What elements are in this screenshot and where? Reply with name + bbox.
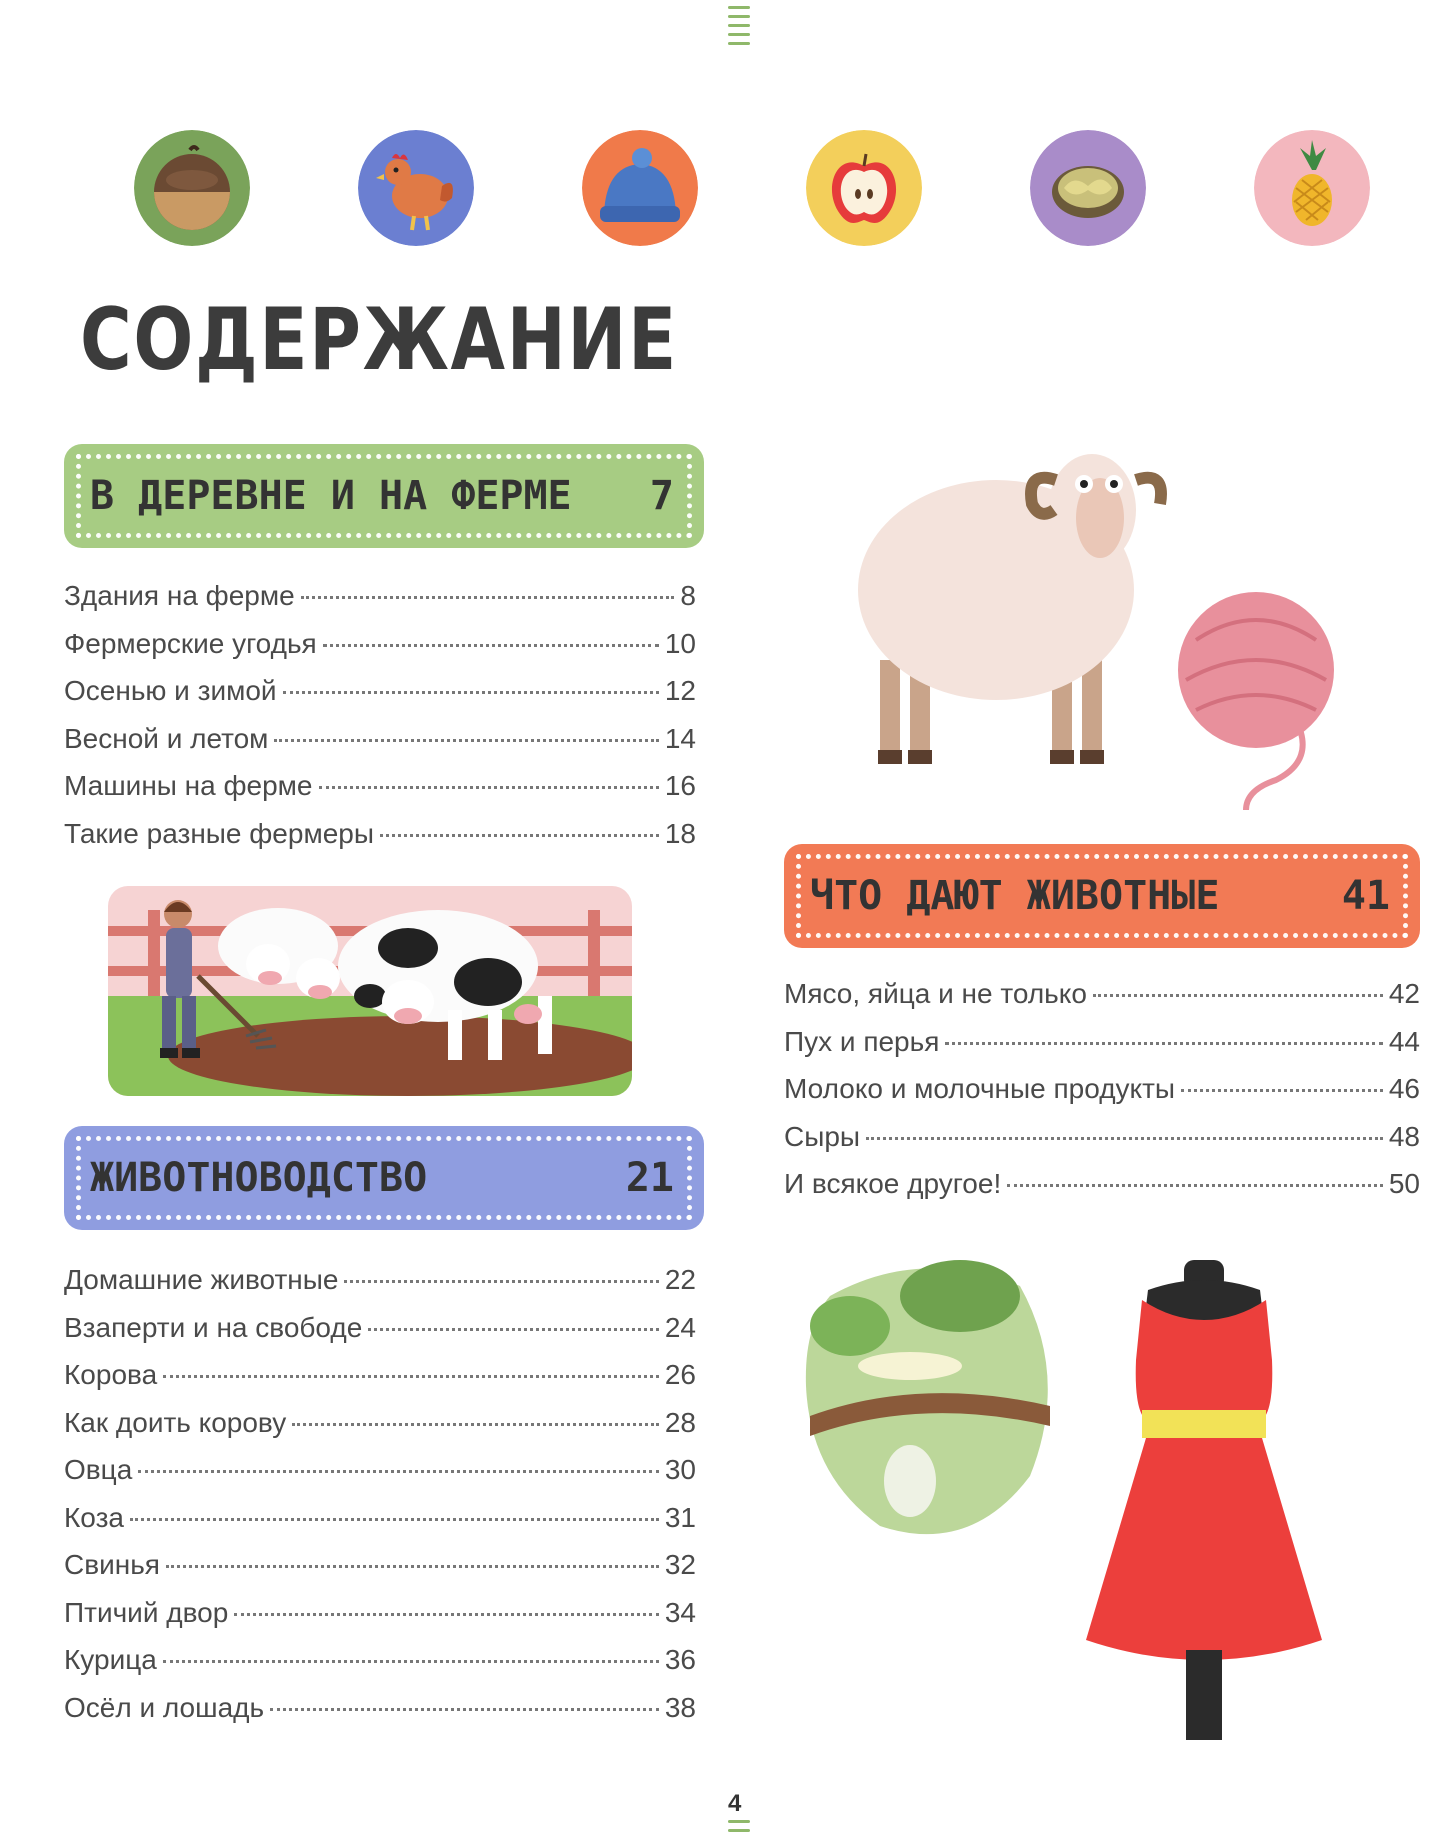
dot-leader <box>319 786 659 789</box>
toc-list-livestock <box>64 1264 696 1739</box>
toc-entry[interactable] <box>784 1121 1420 1169</box>
dot-leader <box>380 834 659 837</box>
toc-entry-label: Сыры <box>784 1120 861 1152</box>
toc-entry-label: Весной и летом <box>64 722 269 754</box>
toc-entry-page: 24 <box>664 1311 696 1343</box>
toc-entry[interactable] <box>64 1407 696 1455</box>
silkworm-illustration <box>800 1256 1062 1546</box>
toc-entry-label: Птичий двор <box>64 1596 229 1628</box>
toc-entry[interactable] <box>64 1454 696 1502</box>
section-banner-products[interactable] <box>784 844 1420 948</box>
toc-entry[interactable] <box>784 978 1420 1026</box>
toc-entry-page: 42 <box>1388 978 1420 1009</box>
top-decoration <box>728 6 750 51</box>
red-dress-illustration <box>1076 1260 1332 1746</box>
toc-entry[interactable] <box>64 1312 696 1360</box>
pineapple-icon <box>1254 130 1370 246</box>
toc-entry-label: Такие разные фермеры <box>64 817 374 849</box>
toc-entry-label: Как доить корову <box>64 1406 287 1438</box>
toc-entry-page: 46 <box>1388 1073 1420 1104</box>
toc-entry-page: 48 <box>1388 1120 1420 1152</box>
toc-entry[interactable] <box>64 1692 696 1740</box>
section-page: 21 <box>625 1155 674 1201</box>
dot-leader <box>166 1565 659 1568</box>
toc-entry-page: 18 <box>664 817 696 849</box>
toc-entry-page: 12 <box>664 675 696 706</box>
toc-entry-label: Домашние животные <box>64 1264 339 1295</box>
toc-entry-label: Свинья <box>64 1549 160 1580</box>
toc-entry-label: Осенью и зимой <box>64 675 277 706</box>
farm-cows-illustration <box>108 886 632 1096</box>
toc-entry[interactable] <box>784 1026 1420 1074</box>
toc-entry-page: 26 <box>664 1359 696 1390</box>
dot-leader <box>368 1328 659 1331</box>
toc-entry-label: Пух и перья <box>784 1025 940 1057</box>
toc-entry-label: Осёл и лошадь <box>64 1691 265 1723</box>
dot-leader <box>234 1613 659 1616</box>
toc-entry-label: Корова <box>64 1359 158 1390</box>
dot-leader <box>945 1042 1382 1045</box>
dot-leader <box>270 1708 659 1711</box>
toc-entry-page: 28 <box>664 1406 696 1438</box>
toc-entry-label: Курица <box>64 1644 157 1675</box>
toc-list-farm <box>64 580 696 865</box>
toc-entry-label: Мясо, яйца и не только <box>784 978 1087 1009</box>
toc-entry-page: 16 <box>664 770 696 801</box>
toc-entry-page: 32 <box>664 1549 696 1580</box>
toc-entry-page: 44 <box>1388 1025 1420 1057</box>
page-number: 4 <box>728 1790 742 1817</box>
dot-leader <box>138 1470 659 1473</box>
dot-leader <box>323 644 659 647</box>
hen-icon <box>358 130 474 246</box>
toc-entry[interactable] <box>64 723 696 771</box>
bottom-decoration <box>728 1820 750 1838</box>
toc-entry[interactable] <box>64 1359 696 1407</box>
toc-entry-label: Коза <box>64 1501 124 1533</box>
toc-entry[interactable] <box>64 628 696 676</box>
toc-entry-page: 34 <box>664 1596 696 1628</box>
knit-hat-icon <box>582 130 698 246</box>
toc-entry-page: 31 <box>664 1501 696 1533</box>
dot-leader <box>1181 1089 1383 1092</box>
section-banner-farm[interactable] <box>64 444 704 548</box>
toc-entry[interactable] <box>64 580 696 628</box>
toc-entry-label: Фермерские угодья <box>64 627 317 659</box>
toc-entry-page: 36 <box>664 1644 696 1675</box>
section-banner-livestock[interactable] <box>64 1126 704 1230</box>
section-page: 41 <box>1341 873 1390 919</box>
section-title: В ДЕРЕВНЕ И НА ФЕРМЕ <box>90 473 572 519</box>
walnut-icon <box>1030 130 1146 246</box>
sheep-yarn-illustration <box>856 440 1356 820</box>
dot-leader <box>344 1280 658 1283</box>
toc-entry[interactable] <box>64 1644 696 1692</box>
toc-entry[interactable] <box>64 675 696 723</box>
dot-leader <box>274 739 658 742</box>
toc-entry[interactable] <box>784 1168 1420 1216</box>
dot-leader <box>163 1375 659 1378</box>
toc-entry-label: И всякое другое! <box>784 1168 1002 1199</box>
dot-leader <box>301 596 675 599</box>
section-title: ЖИВОТНОВОДСТВО <box>90 1155 428 1201</box>
toc-entry-label: Молоко и молочные продукты <box>784 1073 1176 1104</box>
dot-leader <box>1093 994 1383 997</box>
dot-leader <box>130 1518 659 1521</box>
dot-leader <box>283 691 659 694</box>
page-title: СОДЕРЖАНИЕ <box>80 290 678 390</box>
apple-icon <box>806 130 922 246</box>
chestnut-icon <box>134 130 250 246</box>
dot-leader <box>163 1660 659 1663</box>
toc-entry-page: 10 <box>664 627 696 659</box>
dot-leader <box>1007 1184 1383 1187</box>
toc-entry-page: 22 <box>664 1264 696 1295</box>
toc-entry-page: 50 <box>1388 1168 1420 1199</box>
toc-entry-label: Взаперти и на свободе <box>64 1311 363 1343</box>
toc-entry[interactable] <box>64 1597 696 1645</box>
dot-leader <box>292 1423 659 1426</box>
toc-entry[interactable] <box>64 770 696 818</box>
toc-entry-label: Машины на ферме <box>64 770 313 801</box>
section-title: ЧТО ДАЮТ ЖИВОТНЫЕ <box>810 873 1220 919</box>
toc-entry[interactable] <box>64 818 696 866</box>
toc-entry[interactable] <box>64 1502 696 1550</box>
toc-entry-page: 38 <box>664 1691 696 1723</box>
toc-list-products <box>784 978 1420 1216</box>
toc-entry-label: Здания на ферме <box>64 580 295 611</box>
toc-entry-page: 8 <box>680 580 696 611</box>
toc-entry-page: 30 <box>664 1454 696 1485</box>
toc-entry-page: 14 <box>664 722 696 754</box>
toc-entry[interactable] <box>64 1549 696 1597</box>
toc-entry[interactable] <box>784 1073 1420 1121</box>
section-page: 7 <box>649 473 674 519</box>
toc-entry-label: Овца <box>64 1454 133 1485</box>
toc-entry[interactable] <box>64 1264 696 1312</box>
dot-leader <box>866 1137 1383 1140</box>
